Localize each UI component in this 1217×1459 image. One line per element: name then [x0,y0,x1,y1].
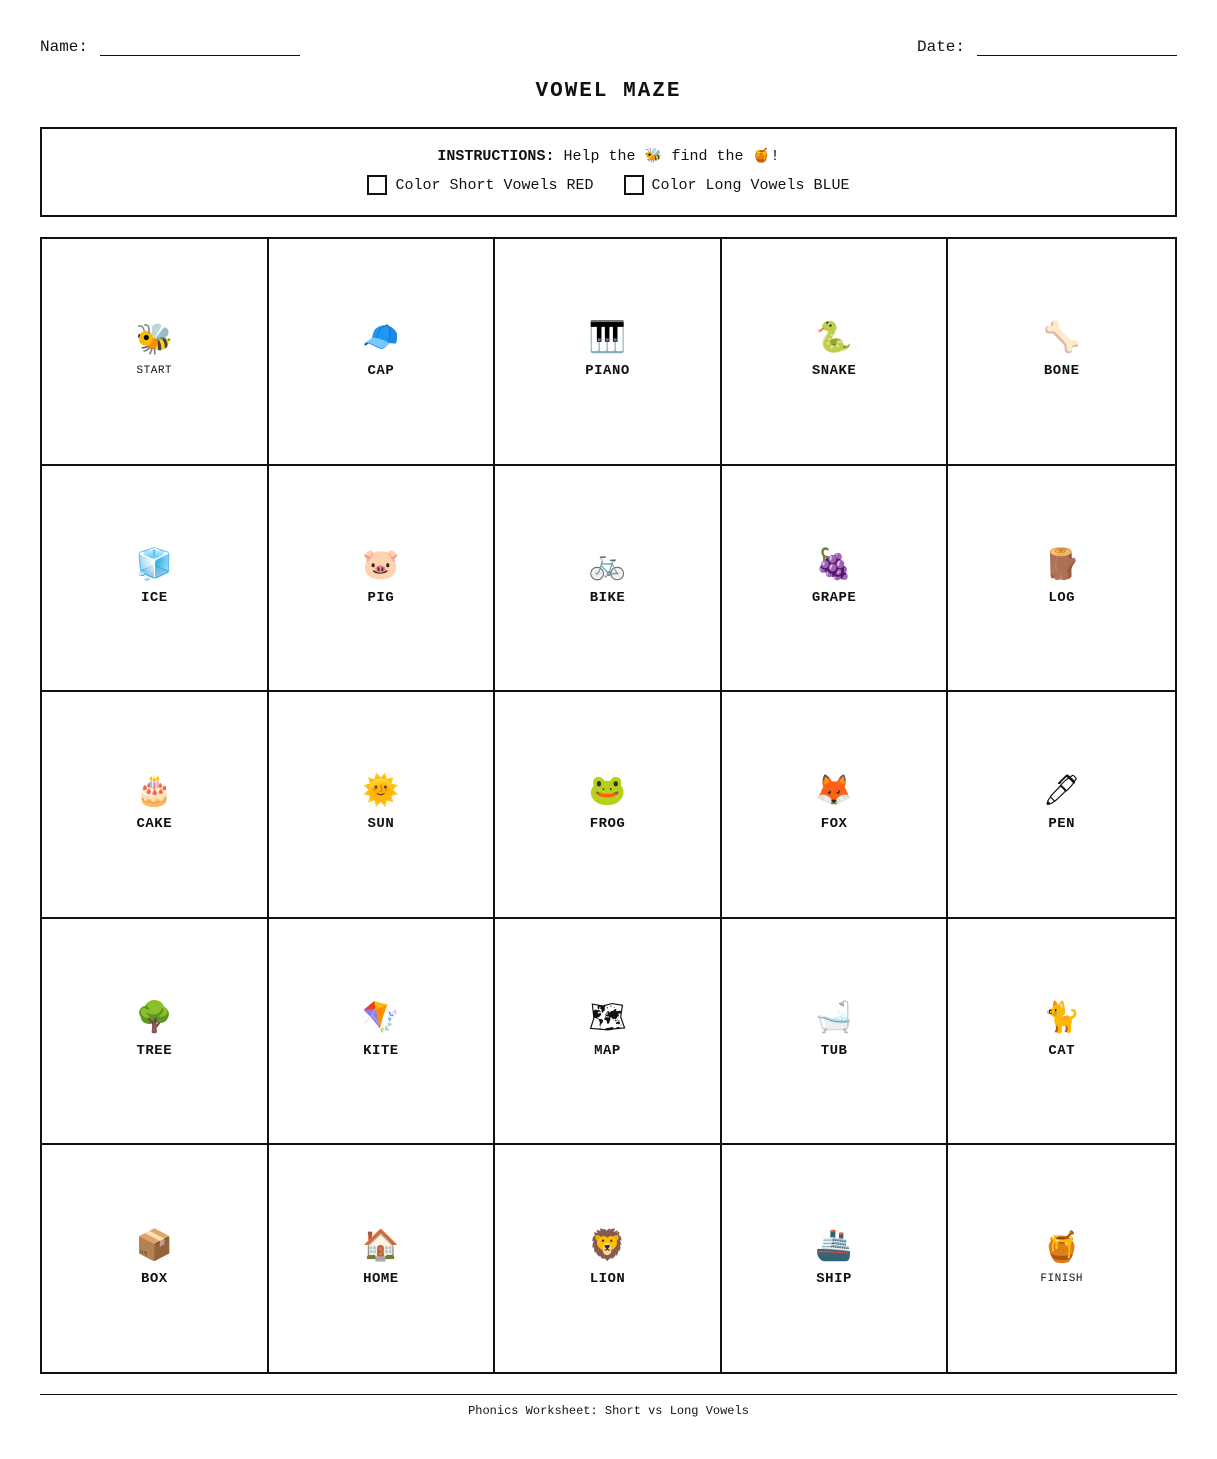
maze-cell-word: LION [589,1270,626,1287]
map-icon: 🗺 [588,1003,627,1038]
maze-cell-word: PIG [367,589,395,606]
name-label: Name: [40,38,89,56]
maze-cell[interactable] [269,1145,496,1372]
instructions-box [40,127,1177,217]
maze-cell-word: ICE [140,589,168,606]
ship-icon: 🚢 [815,1230,853,1265]
pen-icon: 🖊 [1042,776,1081,811]
maze-cell-word: BIKE [589,589,626,606]
honey-pot-icon: 🍯 [1043,1232,1081,1267]
long-vowels-label: Color Long Vowels BLUE [651,176,850,194]
bathtub-icon: 🛁 [815,1003,853,1038]
short-vowels-label: Color Short Vowels RED [395,176,594,194]
bee-icon: 🐝 [644,149,663,165]
maze-cell-word: TREE [136,1043,173,1060]
short-vowels-option[interactable] [367,175,593,195]
maze-cell-word: FINISH [1040,1272,1083,1285]
instructions-text [42,147,1175,167]
maze-cell[interactable] [722,1145,949,1372]
maze-cell-word: GRAPE [811,589,857,606]
maze-cell-word: CAT [1048,1043,1076,1060]
maze-cell[interactable] [42,1145,269,1372]
maze-cell-word: BOX [140,1270,168,1287]
long-vowels-checkbox[interactable] [624,175,644,195]
maze-cell-word: LOG [1048,589,1076,606]
maze-cell[interactable] [948,466,1175,693]
date-label: Date: [916,38,965,56]
maze-cell[interactable] [42,692,269,919]
maze-cell-word: MAP [594,1043,621,1060]
maze-cell-word: FOX [820,816,848,833]
piano-icon: 🎹 [588,323,627,358]
maze-cell[interactable] [42,466,269,693]
maze-cell[interactable] [269,692,496,919]
maze-cell[interactable] [495,919,722,1146]
maze-cell[interactable] [948,692,1175,919]
maze-cell[interactable] [495,239,722,466]
bicycle-icon: 🚲 [588,549,627,584]
maze-cell-word: BONE [1043,363,1080,380]
cap-icon: 🧢 [362,323,400,358]
instructions-text-after: ! [770,148,780,165]
instructions-text-middle: find the [671,148,744,165]
maze-cell-word: SNAKE [811,363,857,380]
maze-cell[interactable] [948,239,1175,466]
snake-icon: 🐍 [815,323,853,358]
date-field[interactable] [917,38,1177,56]
maze-cell-word: PEN [1048,816,1076,833]
frog-icon: 🐸 [588,776,627,811]
maze-cell-word: CAKE [136,816,173,833]
name-field[interactable] [40,38,300,56]
kite-icon: 🪁 [362,1003,400,1038]
maze-cell[interactable] [269,239,496,466]
maze-cell[interactable] [495,1145,722,1372]
maze-cell[interactable] [269,919,496,1146]
instructions-text-before: Help the [563,148,636,165]
date-line[interactable] [977,40,1177,56]
bee-icon: 🐝 [135,325,173,360]
maze-cell[interactable] [722,239,949,466]
sun-icon: 🌞 [362,776,400,811]
house-icon: 🏠 [362,1230,400,1265]
maze-cell-word: CAP [367,363,395,380]
maze-cell-word: PIANO [585,363,630,380]
tree-icon: 🌳 [135,1003,173,1038]
maze-cell-word: KITE [363,1043,399,1060]
footer-text: Phonics Worksheet: Short vs Long Vowels [468,1404,749,1418]
legend-checkboxes [42,175,1175,195]
maze-cell[interactable] [42,239,269,466]
maze-cell[interactable] [42,919,269,1146]
maze-cell[interactable] [495,466,722,693]
cat-icon: 🐈 [1043,1003,1081,1038]
header-fields [40,38,1177,62]
footer-divider [40,1394,1177,1395]
pig-icon: 🐷 [362,549,400,584]
maze-cell[interactable] [722,466,949,693]
maze-cell-word: START [136,365,173,378]
grapes-icon: 🍇 [815,549,853,584]
maze-cell[interactable] [722,692,949,919]
lion-icon: 🦁 [588,1230,627,1265]
maze-cell-word: SUN [367,816,395,833]
maze-cell-word: FROG [589,816,626,833]
cake-icon: 🎂 [135,776,173,811]
maze-cell[interactable] [722,919,949,1146]
short-vowels-checkbox[interactable] [367,175,387,195]
maze-cell[interactable] [495,692,722,919]
name-line[interactable] [100,40,300,56]
honey-pot-icon: 🍯 [752,149,771,165]
instructions-label: INSTRUCTIONS: [437,148,555,165]
log-icon: 🪵 [1043,549,1081,584]
page-title: VOWEL MAZE [535,80,682,103]
long-vowels-option[interactable] [624,175,850,195]
box-icon: 📦 [135,1230,173,1265]
maze-cell[interactable] [948,919,1175,1146]
maze-cell[interactable] [269,466,496,693]
maze-cell-word: TUB [820,1043,848,1060]
bone-icon: 🦴 [1043,323,1081,358]
fox-icon: 🦊 [815,776,853,811]
maze-cell[interactable] [948,1145,1175,1372]
maze-grid [40,237,1177,1374]
maze-cell-word: HOME [363,1270,399,1287]
maze-cell-word: SHIP [816,1270,852,1287]
ice-cube-icon: 🧊 [135,549,173,584]
